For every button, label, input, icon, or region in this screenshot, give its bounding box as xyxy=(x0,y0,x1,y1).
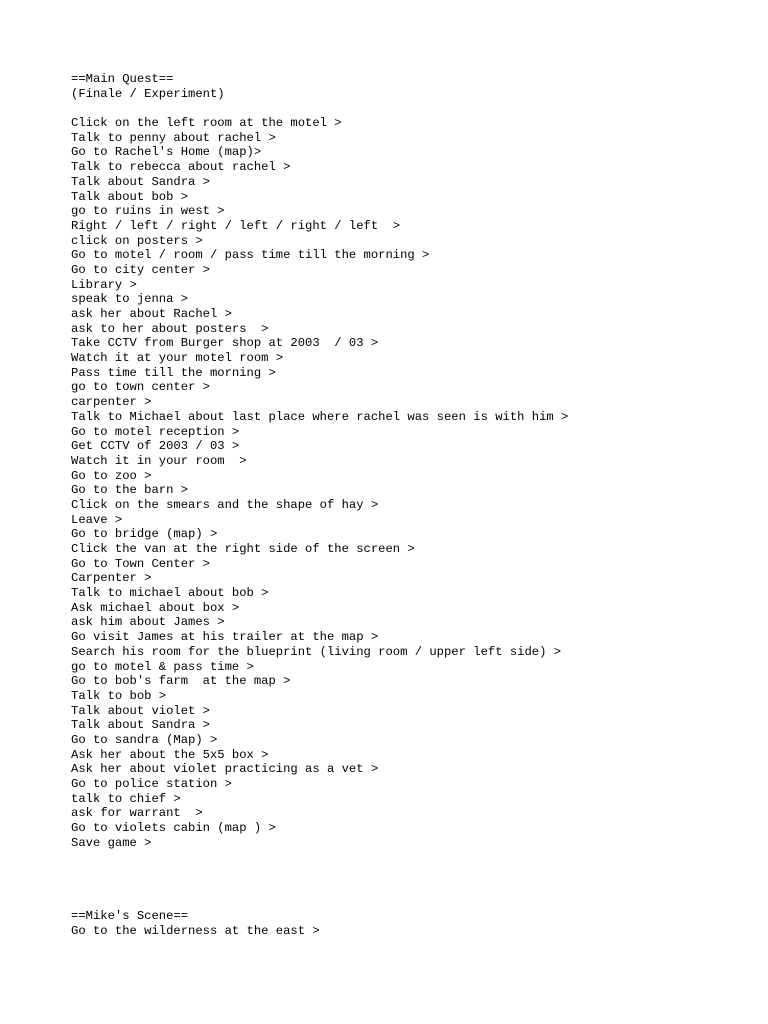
text-line: Go to Town Center > xyxy=(71,556,210,571)
section-heading: ==Main Quest== xyxy=(71,72,174,86)
text-line: Go to zoo > xyxy=(71,468,152,483)
text-line: Library > xyxy=(71,277,137,292)
text-line: speak to jenna > xyxy=(71,292,189,307)
text-line: Click on the left room at the motel > xyxy=(71,116,342,131)
text-line: Go to bob's farm at the map > xyxy=(71,674,291,689)
text-line: Go to sandra (Map) > xyxy=(71,732,218,747)
text-line: Go to motel / room / pass time till the morning > xyxy=(71,248,430,263)
text-line: Ask her about the 5x5 box > xyxy=(71,747,269,762)
text-line: Click the van at the right side of the screen > xyxy=(71,542,415,556)
text-line: Talk about Sandra > xyxy=(71,174,210,189)
section-heading: ==Mike's Scene== xyxy=(71,909,189,924)
text-line: Click on the smears and the shape of hay > xyxy=(71,497,379,512)
text-line: Go visit James at his trailer at the map > xyxy=(71,630,379,645)
text-line: Talk to rebecca about rachel > xyxy=(71,160,291,175)
text-line: click on posters > xyxy=(71,233,203,248)
blank-line xyxy=(71,101,768,116)
text-line: Talk about bob > xyxy=(71,189,189,204)
text-line: talk to chief > xyxy=(71,791,181,806)
text-line: Talk to michael about bob > xyxy=(71,586,269,601)
text-line: Talk about violet > xyxy=(71,703,210,718)
text-line: Go to city center > xyxy=(71,262,210,277)
text-line: Search his room for the blueprint (living room / upper left side) > xyxy=(71,644,562,659)
document-text-body xyxy=(71,72,768,939)
text-line: Leave > xyxy=(71,512,123,527)
text-line: Pass time till the morning > xyxy=(71,365,276,380)
text-line: Talk to Michael about last place where rachel was seen is with him > xyxy=(71,409,569,424)
text-line: Ask her about violet practicing as a vet > xyxy=(71,762,379,777)
text-line: ask her about Rachel > xyxy=(71,307,232,321)
text-line: (Finale / Experiment) xyxy=(71,86,225,101)
blank-line xyxy=(71,880,768,895)
text-line: ask to her about posters > xyxy=(71,321,269,336)
blank-line xyxy=(71,865,768,880)
text-line: Talk about Sandra > xyxy=(71,718,210,733)
text-line: Go to Rachel's Home (map)> xyxy=(71,145,262,160)
text-line: Carpenter > xyxy=(71,571,152,586)
text-line: Ask michael about box > xyxy=(71,600,240,615)
text-line: Go to the wilderness at the east > xyxy=(71,923,320,938)
text-line: go to motel & pass time > xyxy=(71,659,254,674)
text-line: Go to motel reception > xyxy=(71,424,240,439)
text-line: ask for warrant > xyxy=(71,806,203,821)
text-line: Get CCTV of 2003 / 03 > xyxy=(71,439,240,454)
text-line: Go to violets cabin (map ) > xyxy=(71,821,276,836)
text-line: ask him about James > xyxy=(71,615,225,630)
text-line: Talk to penny about rachel > xyxy=(71,130,276,145)
text-line: Take CCTV from Burger shop at 2003 / 03 > xyxy=(71,336,379,351)
text-line: Talk to bob > xyxy=(71,688,167,703)
blank-line xyxy=(71,895,768,910)
text-line: Watch it at your motel room > xyxy=(71,351,284,366)
text-line: Go to police station > xyxy=(71,777,232,791)
text-line: Watch it in your room > xyxy=(71,453,247,468)
text-line: go to ruins in west > xyxy=(71,204,225,219)
blank-line xyxy=(71,850,768,865)
text-line: Save game > xyxy=(71,835,152,850)
text-line: go to town center > xyxy=(71,380,210,395)
text-line: Go to bridge (map) > xyxy=(71,527,218,542)
text-line: Go to the barn > xyxy=(71,483,189,498)
text-line: carpenter > xyxy=(71,395,152,410)
text-line: Right / left / right / left / right / left > xyxy=(71,218,401,233)
